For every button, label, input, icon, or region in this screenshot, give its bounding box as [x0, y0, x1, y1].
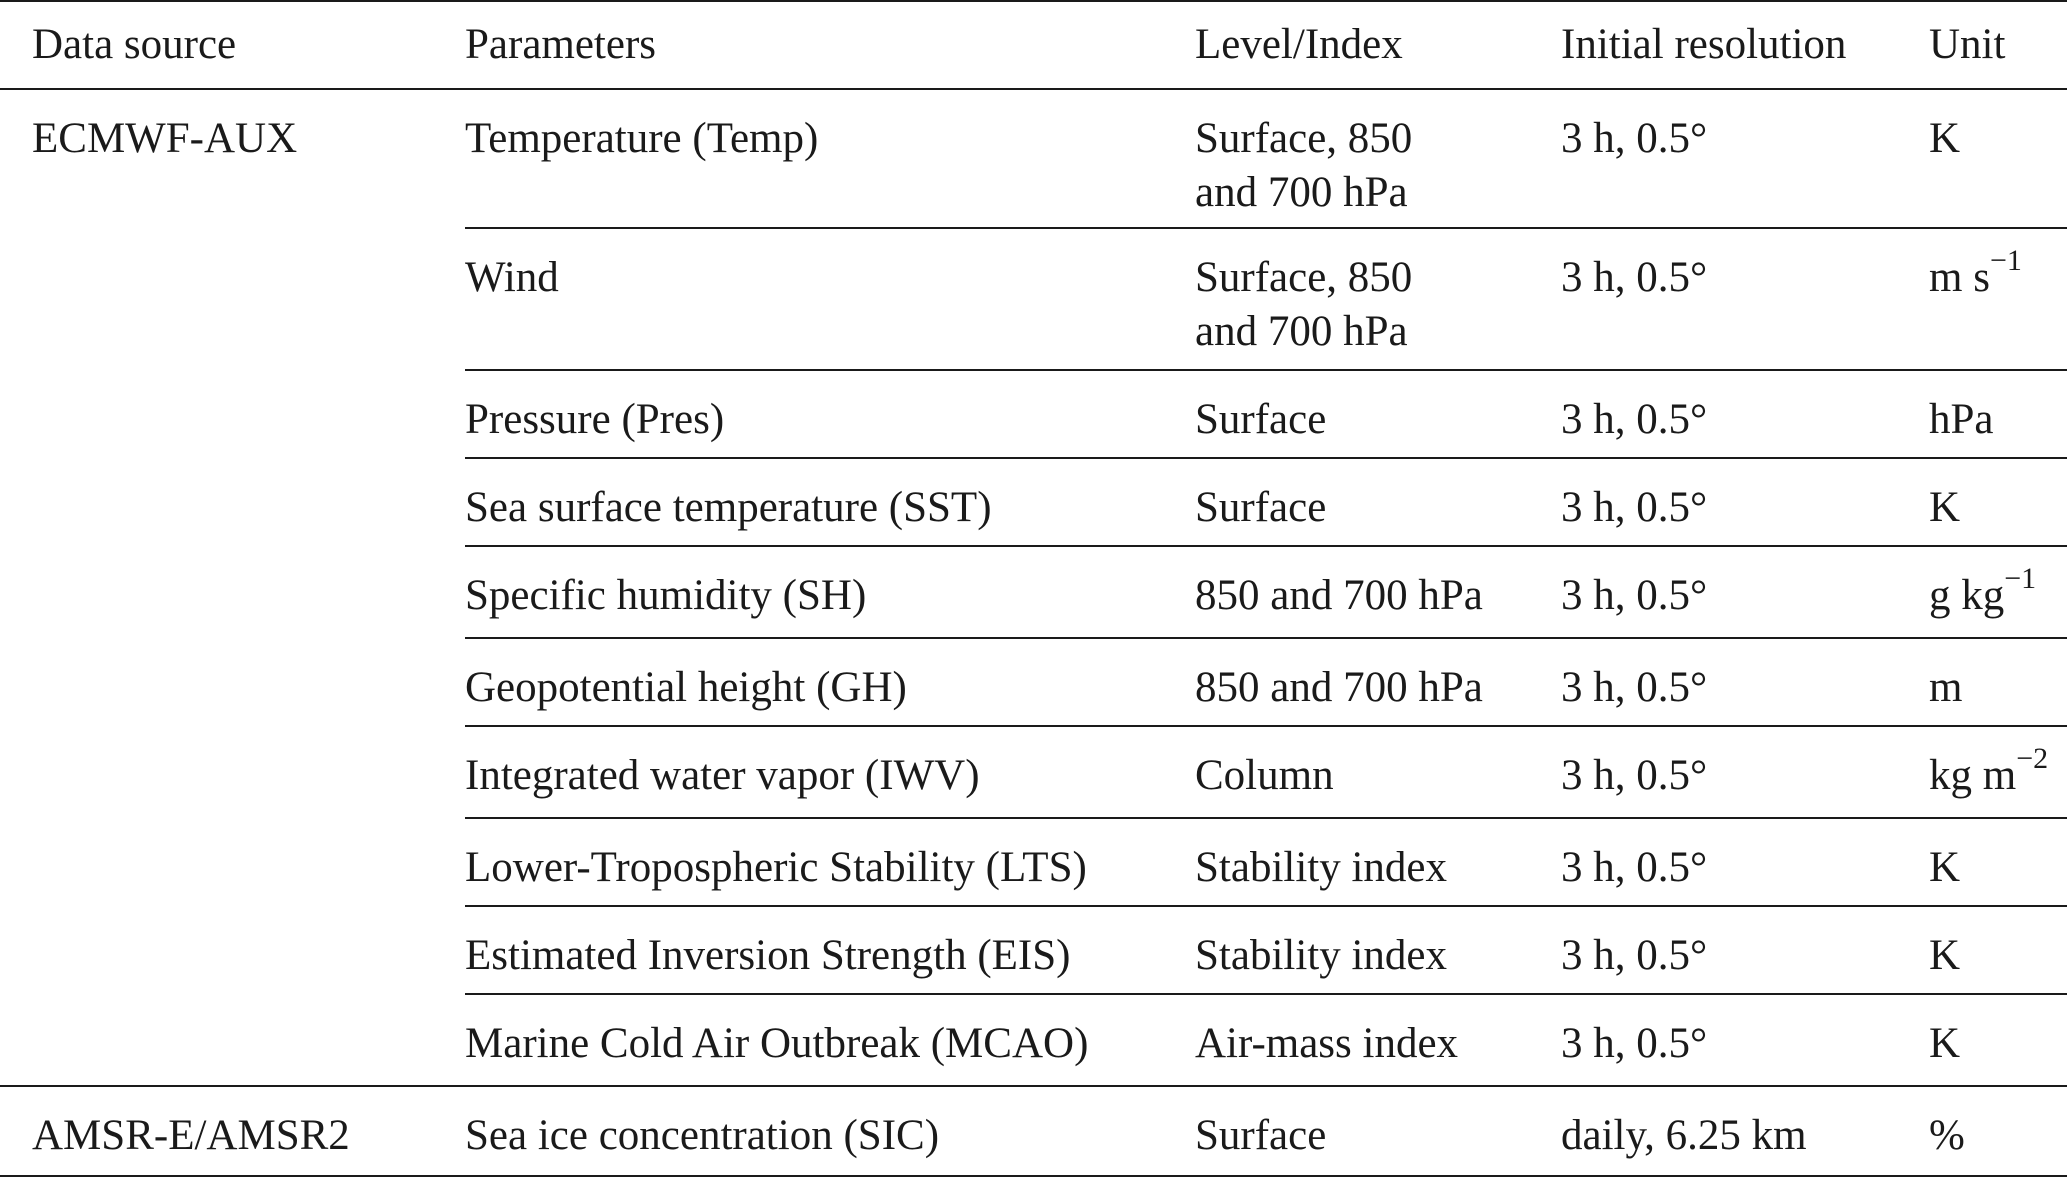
parameter-cell: Sea surface temperature (SST): [465, 458, 1195, 546]
unit-exponent: −1: [2004, 561, 2037, 595]
resolution-cell: 3 h, 0.5°: [1561, 370, 1929, 458]
level-cell: Air-mass index: [1195, 994, 1561, 1086]
table-row: [0, 726, 2067, 818]
unit-cell: [1929, 546, 2067, 638]
data-source-cell: ECMWF-AUX: [32, 115, 298, 162]
resolution-cell: daily, 6.25 km: [1561, 1086, 1929, 1176]
parameter-cell: Temperature (Temp): [465, 89, 1195, 228]
header-data-source: Data source: [0, 1, 465, 89]
table-row: [0, 458, 2067, 546]
level-cell: 850 and 700 hPa: [1195, 546, 1561, 638]
level-line-1: Surface, 850: [1195, 115, 1413, 162]
empty-source-cell: [0, 906, 465, 994]
table-row: [0, 1086, 2067, 1176]
table-row: [0, 818, 2067, 906]
unit-cell: K: [1929, 89, 2067, 228]
header-parameters: Parameters: [465, 1, 1195, 89]
level-cell: [1195, 228, 1561, 370]
parameter-cell: Specific humidity (SH): [465, 546, 1195, 638]
parameter-cell: Lower-Tropospheric Stability (LTS): [465, 818, 1195, 906]
level-cell: Surface: [1195, 1086, 1561, 1176]
parameter-cell: Pressure (Pres): [465, 370, 1195, 458]
unit-cell: K: [1929, 994, 2067, 1086]
unit-cell: K: [1929, 818, 2067, 906]
table-row: [0, 370, 2067, 458]
resolution-cell: 3 h, 0.5°: [1561, 638, 1929, 726]
unit-cell: K: [1929, 458, 2067, 546]
table-row: [0, 638, 2067, 726]
empty-source-cell: [0, 228, 465, 370]
unit-exponent: −1: [1989, 243, 2022, 277]
empty-source-cell: [0, 458, 465, 546]
resolution-cell: 3 h, 0.5°: [1561, 546, 1929, 638]
resolution-cell: 3 h, 0.5°: [1561, 994, 1929, 1086]
header-row: [0, 1, 2067, 89]
table-row: [0, 994, 2067, 1086]
data-source-cell: AMSR-E/AMSR2: [0, 1086, 465, 1176]
resolution-cell: 3 h, 0.5°: [1561, 818, 1929, 906]
header-level-index: Level/Index: [1195, 1, 1561, 89]
parameter-cell: Wind: [465, 228, 1195, 370]
empty-source-cell: [0, 638, 465, 726]
unit-cell: [1929, 726, 2067, 818]
unit-cell: K: [1929, 906, 2067, 994]
unit-cell: m: [1929, 638, 2067, 726]
resolution-cell: 3 h, 0.5°: [1561, 906, 1929, 994]
header-initial-resolution: Initial resolution: [1561, 1, 1929, 89]
resolution-cell: 3 h, 0.5°: [1561, 458, 1929, 546]
table-row: [0, 89, 2067, 228]
parameter-cell: Marine Cold Air Outbreak (MCAO): [465, 994, 1195, 1086]
empty-source-cell: [0, 370, 465, 458]
unit-base: kg m: [1929, 752, 2017, 799]
level-line-2: and 700 hPa: [1195, 169, 1408, 216]
parameter-cell: Estimated Inversion Strength (EIS): [465, 906, 1195, 994]
level-cell: Surface: [1195, 370, 1561, 458]
level-cell: Surface: [1195, 458, 1561, 546]
level-cell: Column: [1195, 726, 1561, 818]
unit-cell: %: [1929, 1086, 2067, 1176]
header-unit: Unit: [1929, 1, 2067, 89]
empty-source-cell: [0, 726, 465, 818]
level-cell: 850 and 700 hPa: [1195, 638, 1561, 726]
unit-base: m s: [1929, 254, 1990, 301]
level-line-1: Surface, 850: [1195, 254, 1413, 301]
unit-cell: [1929, 228, 2067, 370]
level-cell: Stability index: [1195, 906, 1561, 994]
level-cell: [1195, 89, 1561, 228]
empty-source-cell: [0, 818, 465, 906]
resolution-cell: 3 h, 0.5°: [1561, 726, 1929, 818]
empty-source-cell: [0, 546, 465, 638]
resolution-cell: 3 h, 0.5°: [1561, 89, 1929, 228]
table-row: [0, 906, 2067, 994]
level-cell: Stability index: [1195, 818, 1561, 906]
parameter-cell: Integrated water vapor (IWV): [465, 726, 1195, 818]
unit-base: g kg: [1929, 572, 2005, 619]
empty-source-cell: [0, 994, 465, 1086]
unit-exponent: −2: [2016, 741, 2049, 775]
level-line-2: and 700 hPa: [1195, 308, 1408, 355]
table-row: [0, 546, 2067, 638]
parameter-cell: Geopotential height (GH): [465, 638, 1195, 726]
unit-cell: hPa: [1929, 370, 2067, 458]
parameter-cell: Sea ice concentration (SIC): [465, 1086, 1195, 1176]
resolution-cell: 3 h, 0.5°: [1561, 228, 1929, 370]
table-row: [0, 228, 2067, 370]
